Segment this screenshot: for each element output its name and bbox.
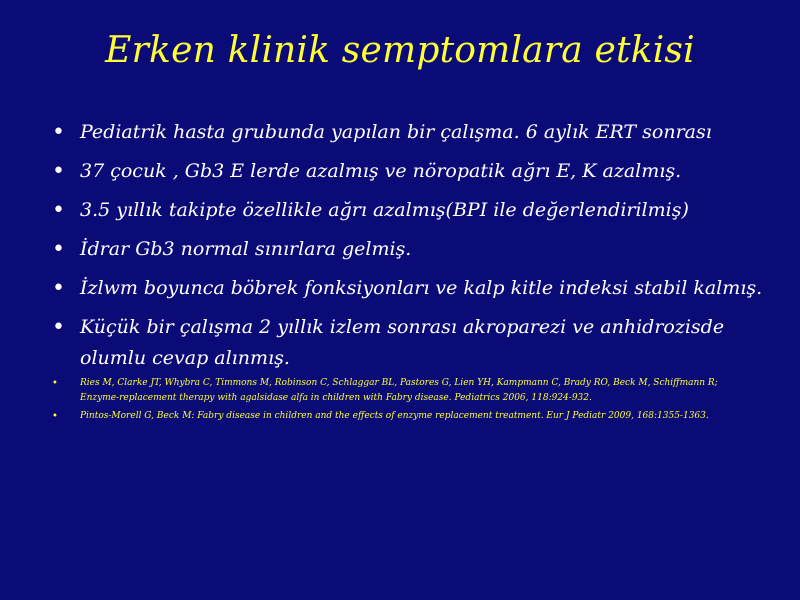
bullet-item (52, 234, 772, 265)
bullet-text: İdrar Gb3 normal sınırlara gelmiş. (80, 238, 412, 260)
bullet-dot-icon: • (52, 411, 58, 422)
bullet-text: 3.5 yıllık takipte özellikle ağrı azalmış(BPI ile değerlendirilmiş) (80, 199, 689, 221)
reference-item (52, 409, 752, 424)
bullet-dot-icon: • (52, 120, 65, 145)
bullet-item (52, 273, 772, 304)
bullet-text: Küçük bir çalışma 2 yıllık izlem sonrası akroparezi ve anhidrozisde olumlu cevap alınmış. (80, 316, 725, 369)
bullet-dot-icon: • (52, 159, 65, 184)
slide-title: Erken klinik semptomlara etkisi (105, 30, 695, 71)
bullet-dot-icon: • (52, 315, 65, 340)
bullet-dot-icon: • (52, 237, 65, 262)
bullet-item (52, 117, 772, 148)
bullet-text: 37 çocuk , Gb3 E lerde azalmış ve nöropatik ağrı E, K azalmış. (80, 160, 682, 182)
bullet-item (52, 156, 772, 187)
bullet-dot-icon: • (52, 198, 65, 223)
bullet-text: Pediatrik hasta grubunda yapılan bir çalışma. 6 aylık ERT sonrası (80, 121, 712, 143)
bullet-dot-icon: • (52, 276, 65, 301)
reference-text: Pintos-Morell G, Beck M: Fabry disease in children and the effects of enzyme replacement treatment. Eur J Pediatr 2009, 168:1355-1363. (80, 411, 709, 421)
bullet-item (52, 312, 772, 374)
bullet-dot-icon: • (52, 378, 58, 389)
reference-text: Ries M, Clarke JT, Whybra C, Timmons M, Robinson C, Schlaggar BL, Pastores G, Lien YH, Kampmann C, Brady RO, Beck M, Schiffmann R; Enzyme-replacement therapy with agalsidase alfa in children with Fabry disease. Pediatrics 2006, 118:924-932. (80, 378, 718, 403)
reference-list (52, 376, 752, 427)
bullet-text: İzlwm boyunca böbrek fonksiyonları ve kalp kitle indeksi stabil kalmış. (80, 277, 763, 299)
bullet-list (52, 117, 772, 382)
bullet-item (52, 195, 772, 226)
reference-item (52, 376, 752, 406)
